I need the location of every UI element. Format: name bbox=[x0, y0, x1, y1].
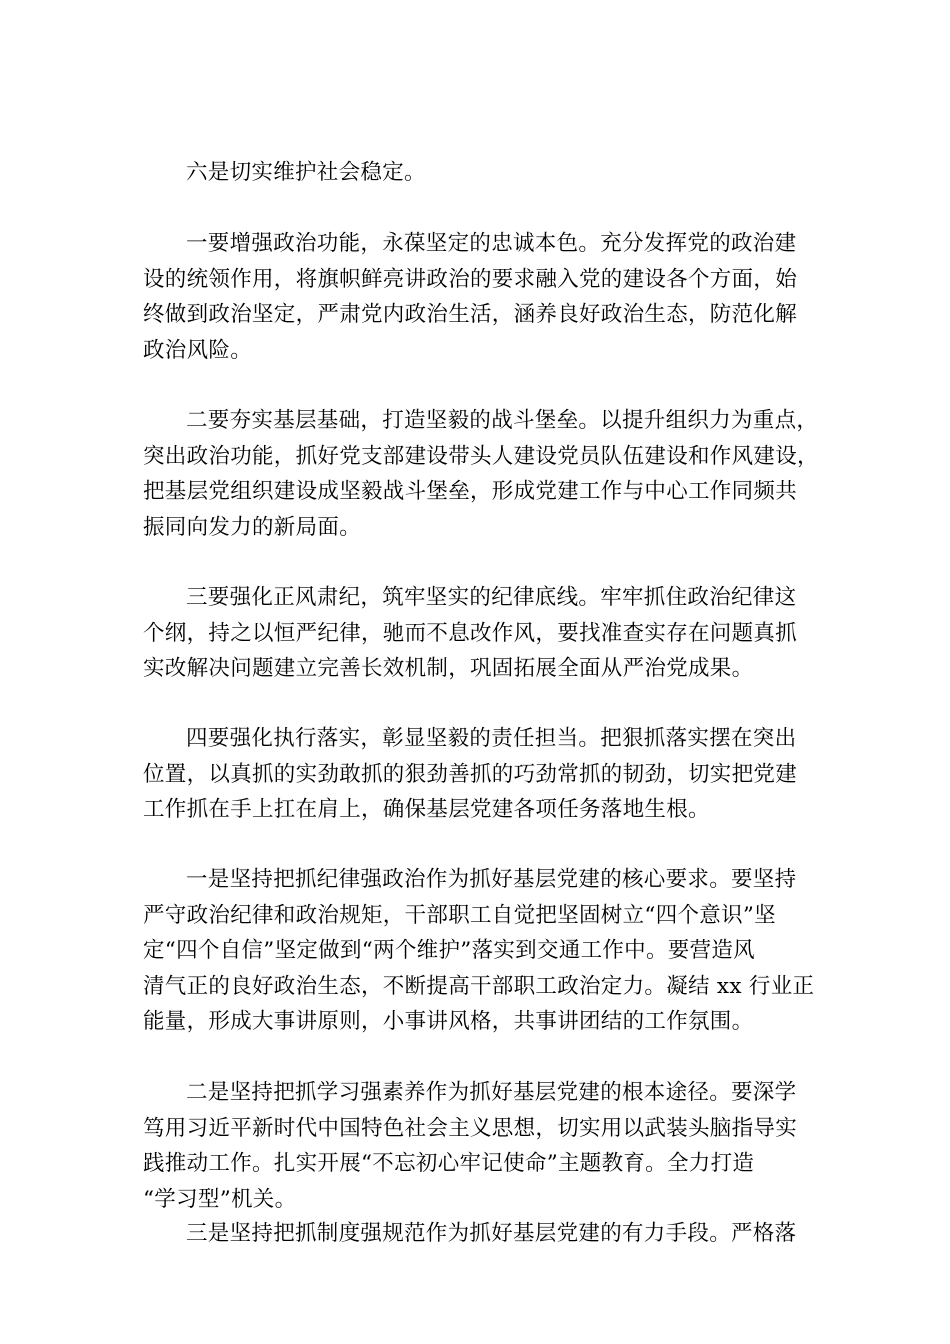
text-line: 工作抓在手上扛在肩上，确保基层党建各项任务落地生根。 bbox=[143, 797, 710, 822]
text-line: 把基层党组织建设成坚毅战斗堡垒，形成党建工作与中心工作同频共 bbox=[143, 479, 798, 504]
text-line: 位置，以真抓的实劲敢抓的狠劲善抓的巧劲常抓的韧劲，切实把党建 bbox=[143, 761, 798, 787]
text-line: 严守政治纪律和政治规矩，干部职工自觉把坚固树立“四个意识”坚 bbox=[143, 902, 776, 928]
text-line: 三是坚持把抓制度强规范作为抓好基层党建的有力手段。严格落 bbox=[186, 1221, 797, 1246]
text-line: 一要增强政治功能，永葆坚定的忠诚本色。充分发挥党的政治建 bbox=[186, 231, 797, 256]
text-line: 三要强化正风肃纪，筑牢坚实的纪律底线。牢牢抓住政治纪律这 bbox=[186, 585, 797, 610]
paragraph-5 bbox=[143, 721, 815, 828]
text-line: 实改解决问题建立完善长效机制，巩固拓展全面从严治党成果。 bbox=[143, 656, 754, 681]
text-line: 二是坚持把抓学习强素养作为抓好基层党建的根本途径。要深学 bbox=[186, 1080, 797, 1105]
text-line: 六是切实维护社会稳定。 bbox=[186, 160, 426, 185]
text-line: 清气正的良好政治生态，不断提高干部职工政治定力。凝结 xx 行业正 bbox=[143, 973, 815, 999]
paragraph-2 bbox=[143, 226, 815, 368]
paragraph-3 bbox=[143, 403, 819, 545]
text-line: 突出政治功能，抓好党支部建设带头人建设党员队伍建设和作风建设， bbox=[143, 443, 819, 469]
paragraph-8 bbox=[143, 1216, 815, 1252]
text-line: 二要夯实基层基础，打造坚毅的战斗堡垒。以提升组织力为重点， bbox=[186, 408, 819, 433]
text-line: “学习型”机关。 bbox=[143, 1186, 297, 1212]
text-line: 个纲，持之以恒严纪律，驰而不息改作风，要找准查实存在问题真抓 bbox=[143, 620, 798, 646]
text-line: 政治风险。 bbox=[143, 337, 253, 363]
text-line: 终做到政治坚定，严肃党内政治生活，涵养良好政治生态，防范化解 bbox=[143, 302, 798, 327]
text-line: 振同向发力的新局面。 bbox=[143, 514, 362, 540]
text-line: 四要强化执行落实，彰显坚毅的责任担当。把狠抓落实摆在突出 bbox=[186, 726, 797, 751]
paragraph-7 bbox=[143, 1075, 815, 1217]
text-line: 一是坚持把抓纪律强政治作为抓好基层党建的核心要求。要坚持 bbox=[186, 867, 797, 892]
paragraph-1 bbox=[143, 155, 815, 191]
paragraph-6 bbox=[143, 862, 815, 1040]
paragraph-4 bbox=[143, 580, 815, 687]
text-line: 笃用习近平新时代中国特色社会主义思想，切实用以武装头脑指导实 bbox=[143, 1115, 798, 1141]
text-line: 能量，形成大事讲原则，小事讲风格，共事讲团结的工作氛围。 bbox=[143, 1009, 754, 1034]
text-line: 践推动工作。扎实开展“不忘初心牢记使命”主题教育。全力打造 bbox=[143, 1151, 755, 1176]
text-line: 设的统领作用，将旗帜鲜亮讲政治的要求融入党的建设各个方面，始 bbox=[143, 266, 798, 292]
text-line: 定“四个自信”坚定做到“两个维护”落实到交通工作中。要营造风 bbox=[143, 938, 755, 963]
